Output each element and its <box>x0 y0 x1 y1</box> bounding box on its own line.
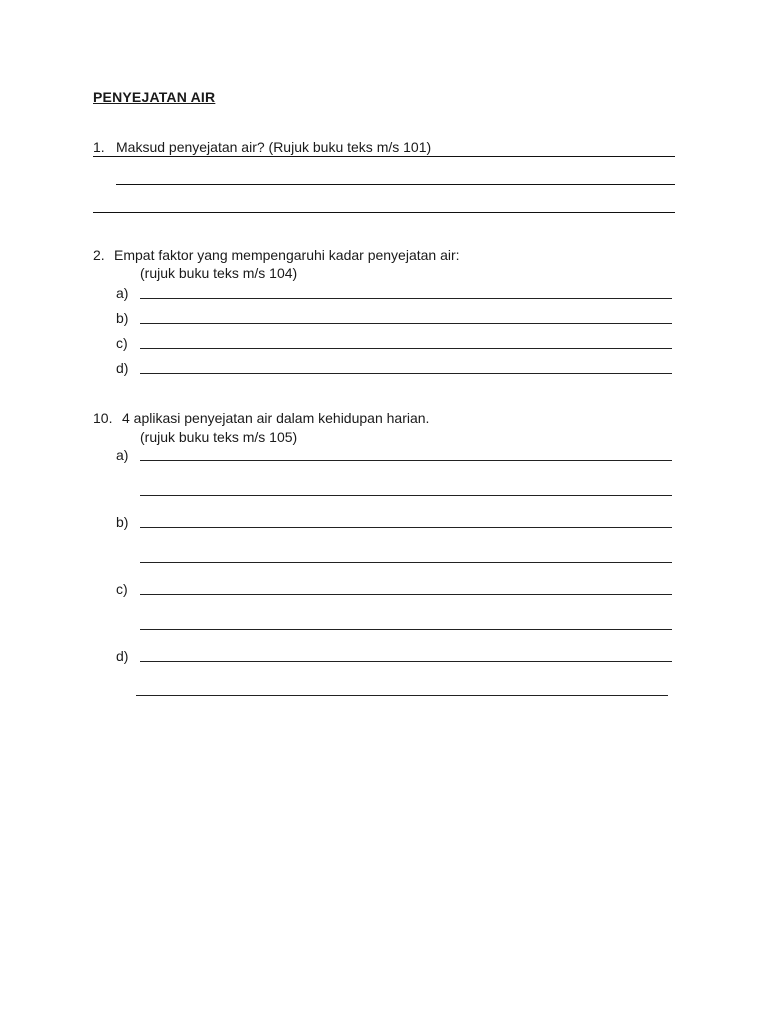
q2-answer-line-d[interactable] <box>140 373 672 374</box>
page-title: PENYEJATAN AIR <box>93 89 216 105</box>
answer-line-1c[interactable] <box>93 212 675 213</box>
q3-item-a-label: a) <box>116 447 129 463</box>
q3-answer-line-b2[interactable] <box>140 562 672 563</box>
question-3-number: 10. <box>93 410 113 426</box>
answer-line-1a[interactable] <box>93 156 675 157</box>
q2-item-b-label: b) <box>116 310 129 326</box>
q2-answer-line-c[interactable] <box>140 348 672 349</box>
q3-answer-line-a1[interactable] <box>140 460 672 461</box>
q3-answer-line-d2[interactable] <box>136 695 668 696</box>
q3-item-d-label: d) <box>116 648 129 664</box>
q3-answer-line-c1[interactable] <box>140 594 672 595</box>
question-2-text: Empat faktor yang mempengaruhi kadar penyejatan air: <box>114 247 460 263</box>
question-2-reference: (rujuk buku teks m/s 104) <box>140 265 298 281</box>
q2-item-d-label: d) <box>116 360 129 376</box>
question-3-text: 4 aplikasi penyejatan air dalam kehidupan harian. <box>122 410 430 426</box>
q3-item-c-label: c) <box>116 581 128 597</box>
question-3-reference: (rujuk buku teks m/s 105) <box>140 429 298 445</box>
q3-item-b-label: b) <box>116 514 129 530</box>
answer-line-1b[interactable] <box>116 184 675 185</box>
q2-answer-line-a[interactable] <box>140 298 672 299</box>
question-1-number: 1. <box>93 139 105 155</box>
q3-answer-line-a2[interactable] <box>140 495 672 496</box>
q3-answer-line-b1[interactable] <box>140 527 672 528</box>
question-1-text: Maksud penyejatan air? (Rujuk buku teks m/s 101) <box>116 139 432 155</box>
q2-item-c-label: c) <box>116 335 128 351</box>
q3-answer-line-c2[interactable] <box>140 629 672 630</box>
q2-item-a-label: a) <box>116 285 129 301</box>
q2-answer-line-b[interactable] <box>140 323 672 324</box>
question-2-number: 2. <box>93 247 105 263</box>
q3-answer-line-d1[interactable] <box>140 661 672 662</box>
